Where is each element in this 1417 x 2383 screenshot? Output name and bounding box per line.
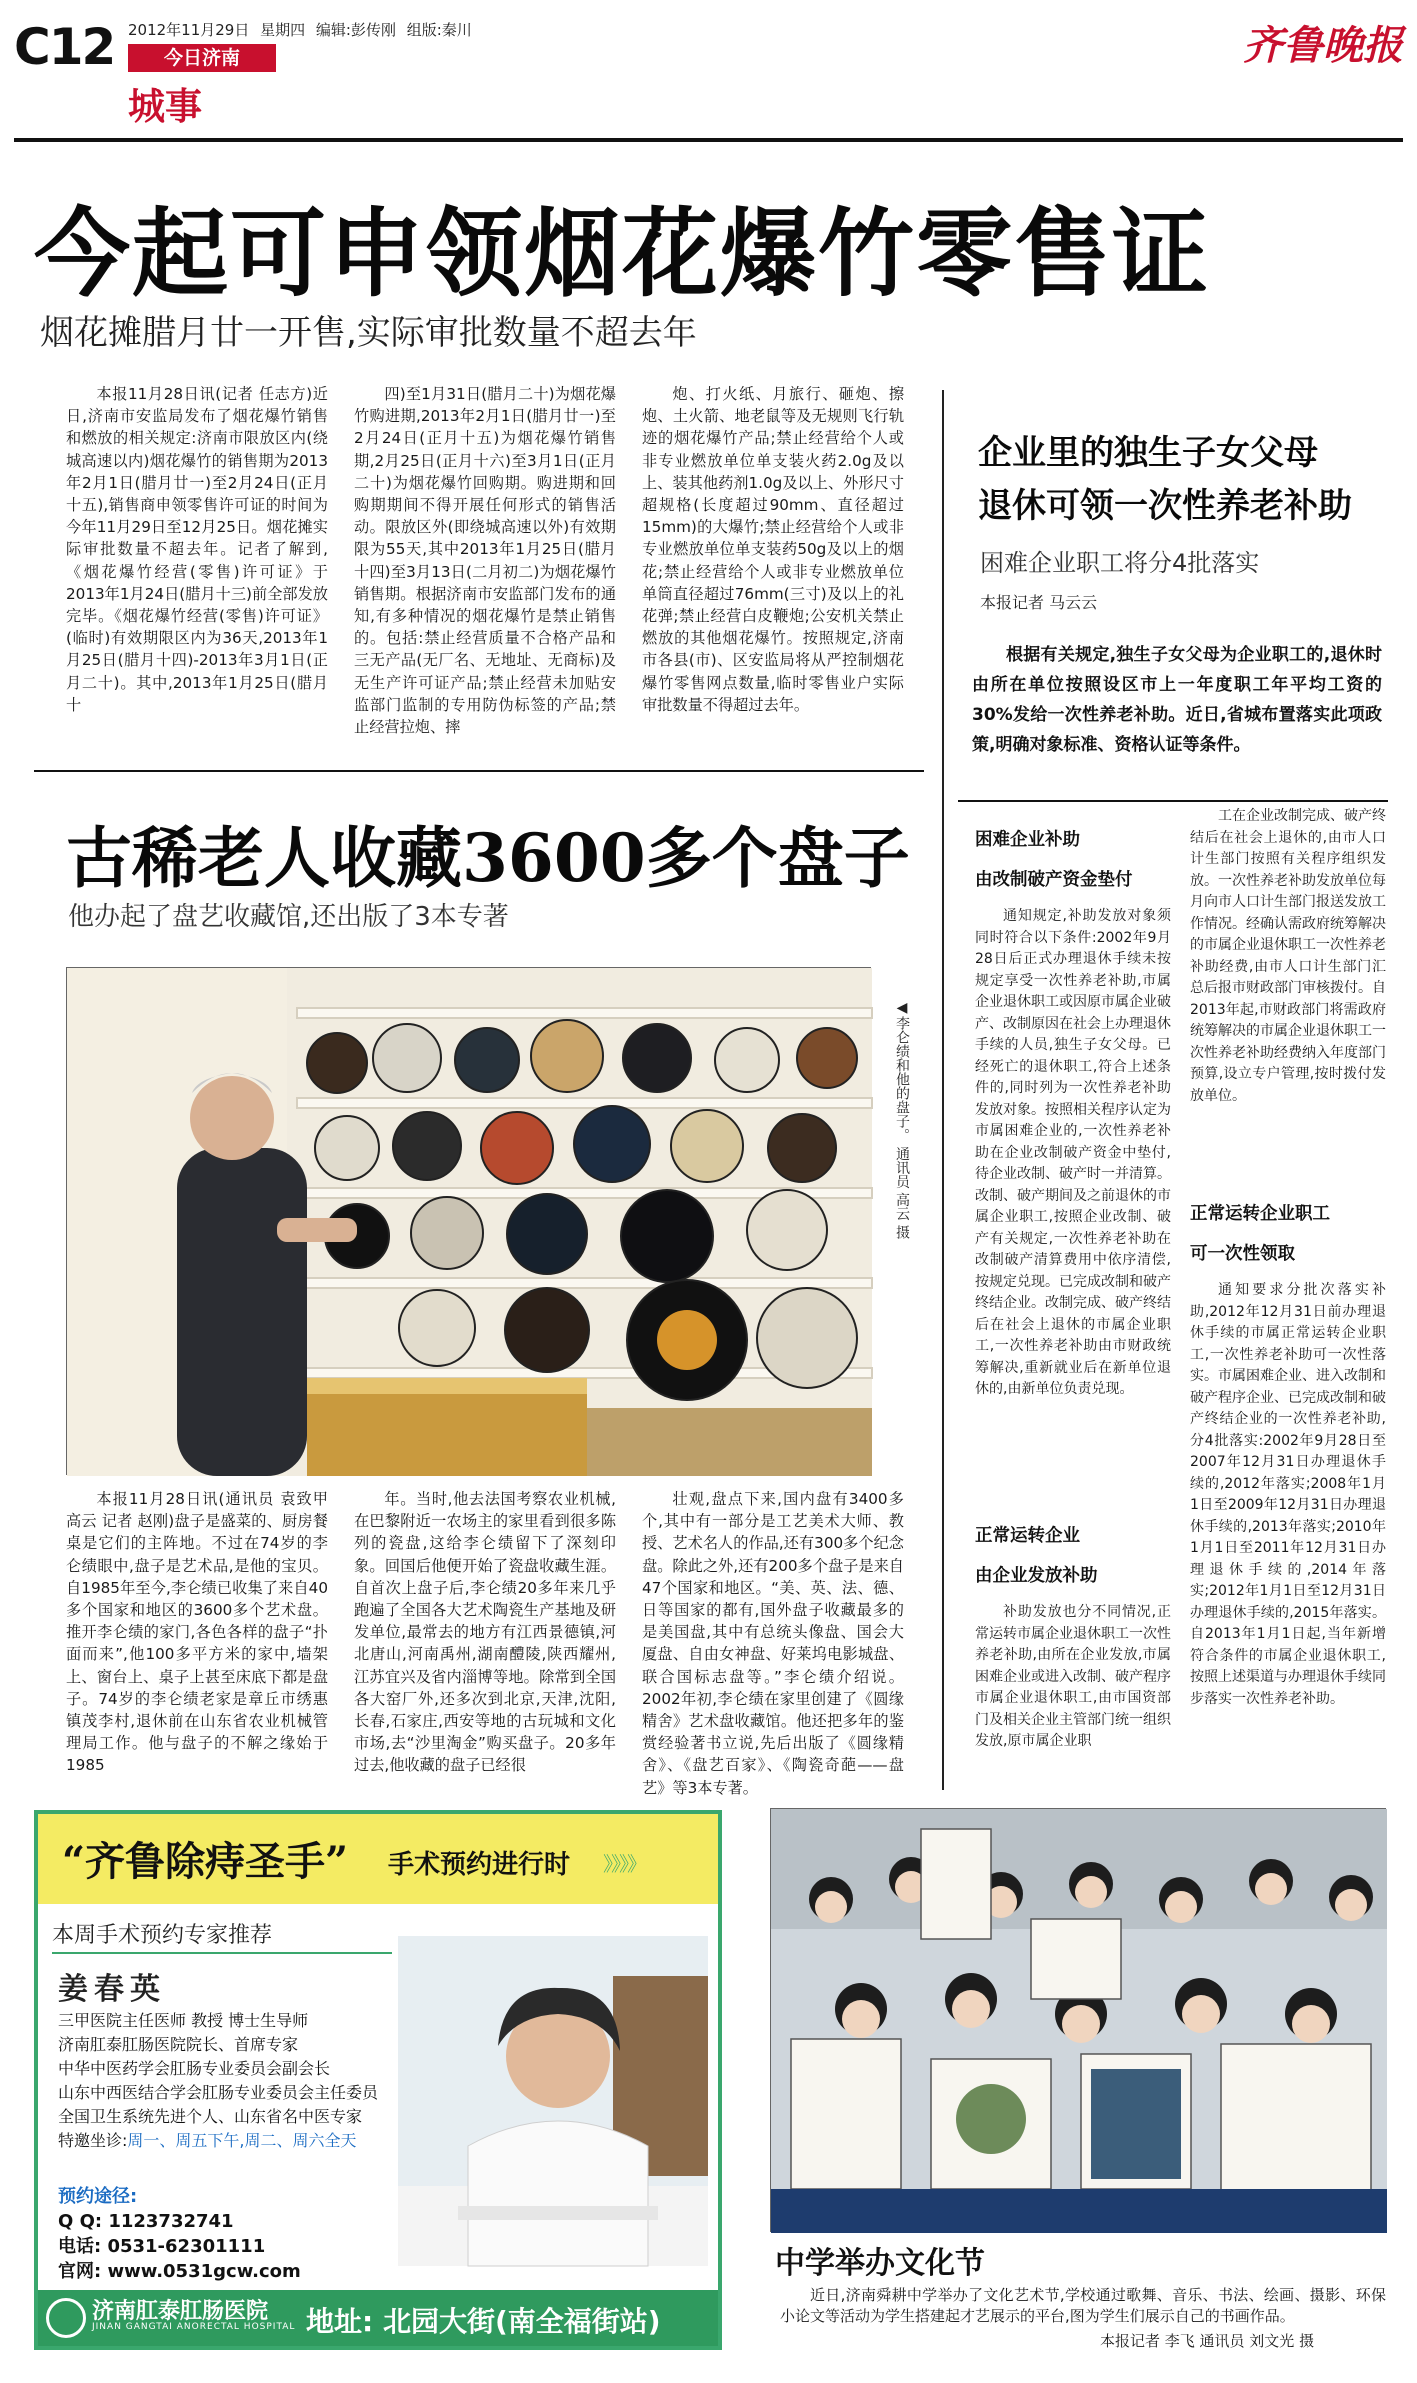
right-article-rule (958, 800, 1388, 802)
right-col2b-text: 通知要求分批次落实补助,2012年12月31日前办理退休手续的市属正常运转企业职工,一次性养老补助可一次性落实。市属困难企业、进入改制和破产程序企业、已完成改制和破产终结企业的一次性养老补助,分4批落实:2002年9月28日至2007年12月31日办理退休手续的,2012年落实;2008年1月1日至2009年12月31日办理退休手续的,2013年落实;2010年1月1日至2011年12月31日办理退休手续的,2014年落实;2012年1月1日至12月31日办理退休手续的,2015年落实。自2013年1月1日起,当年新增符合条件的市属企业退休职工,按照上述渠道与办理退休手续同步落实一次性养老补助。 (1190, 1282, 1386, 1707)
doctor-credentials (58, 2009, 378, 2153)
header-rule (14, 138, 1403, 142)
plate-collector-photo (66, 967, 871, 1475)
credential-line: 济南肛泰肛肠医院院长、首席专家 (58, 2035, 299, 2054)
hospital-advertisement[interactable] (34, 1810, 722, 2350)
chevron-arrows-icon: 》》》》 (603, 1852, 645, 1876)
section-name: 城事 (128, 84, 202, 128)
photo2-caption: 近日,济南舜耕中学举办了文化艺术节,学校通过歌舞、音乐、书法、绘画、摄影、环保小论文等活动为学生搭建起才艺展示的平台,图为学生们展示自己的书画作品。 (780, 2286, 1386, 2325)
photo-caption: ◀李仑绩和他的盘子。 通讯员 高云 摄 (894, 1000, 910, 1240)
subhead-3a: 正常运转企业职工 (1190, 1204, 1330, 1224)
credential-line: 山东中西医结合学会肛肠专业委员会主任委员 (58, 2083, 379, 2102)
hospital-name-english: JINAN GANGTAI ANORECTAL HOSPITAL (92, 2322, 296, 2332)
right-col2-text: 工在企业改制完成、破产终结后在社会上退休的,由市人口计生部门按照有关程序组织发放。一次性养老补助发放单位每月向市人口计生部门报送发放工作情况。经确认需政府统筹解决的市属企业退休职工一次性养老补助经费,由市人口计生部门汇总后报市财政部门审核拨付。自2013年起,市财政部门将需政府统筹解决的市属企业退休职工一次性养老补助经费纳入年度部门预算,设立专户管理,按时拨付发放单位。 (1190, 808, 1386, 1104)
right-article-byline: 本报记者 马云云 (980, 593, 1098, 612)
special-hours-label: 特邀坐诊: (58, 2131, 128, 2150)
main-headline: 今起可申领烟花爆竹零售证 (34, 197, 1210, 310)
section-tag: 今日济南 (128, 44, 276, 72)
right-article-column-1b (975, 1602, 1171, 1792)
students-illustration (771, 1809, 1387, 2233)
right-article-title-line2: 退休可领一次性养老补助 (978, 486, 1352, 526)
students-photo (770, 1808, 1386, 2232)
subhead-3b: 可一次性领取 (1190, 1244, 1295, 1264)
right-article-title-line1: 企业里的独生子女父母 (978, 433, 1318, 473)
photo2-credit: 本报记者 李飞 通讯员 刘文光 摄 (1100, 2332, 1315, 2350)
doctor-name: 姜春英 (58, 1972, 166, 2007)
ad-section-title: 本周手术预约专家推荐 (52, 1923, 273, 1948)
article1-col1-text: 本报11月28日讯(记者 任志方)近日,济南市安监局发布了烟花爆竹销售和燃放的相关规定:济南市限放区内(绕城高速以内)烟花爆竹的销售期为2013年2月1日(腊月廿一)至2月24日(正月十五),销售商申领零售许可证的时间为今年11月29日至12月25日。烟花摊实际审批数量不超去年。记者了解到,《烟花爆竹经营(零售)许可证》于2013年1月24日(腊月十三)前全部发放完毕。《烟花爆竹经营(零售)许可证》(临时)有效期限区内为36天,2013年1月25日(腊月十四)-2013年3月1日(正月二十)。其中,2013年1月25日(腊月十 (66, 385, 328, 714)
credential-line: 全国卫生系统先进个人、山东省名中医专家 (58, 2107, 363, 2126)
ad-slogan: “齐鲁除痔圣手” (62, 1838, 349, 1885)
ad-slogan-secondary: 手术预约进行时 (388, 1850, 571, 1880)
right-article-lead (972, 640, 1382, 760)
article2-col2-text: 年。当时,他去法国考察农业机械,在巴黎附近一农场主的家里看到很多陈列的瓷盘,这给李仑绩留下了深刻印象。回国后他便开始了瓷盘收藏生涯。自首次上盘子后,李仑绩20多年来几乎跑遍了全国各大艺术陶瓷生产基地及研发单位,最常去的地方有江西景德镇,河北唐山,河南禹州,湖南醴陵,陕西耀州,江苏宜兴及省内淄博等地。除常到全国各大窑厂外,还多次到北京,天津,沈阳,长春,石家庄,西安等地的古玩城和文化市场,去“沙里淘金”购买盘子。20多年过去,他收藏的盘子已经很 (354, 1490, 616, 1775)
subhead-2b: 由企业发放补助 (975, 1566, 1098, 1586)
phone-contact[interactable]: 电话: 0531-62301111 (58, 2236, 266, 2257)
right-col1-text: 通知规定,补助发放对象须同时符合以下条件:2002年9月28日后正式办理退休手续未按规定享受一次性养老补助,市属企业退休职工或因原市属企业破产、改制原因在社会上办理退休手续的人员,独生子女父母。已经死亡的退休职工,符合上述条件的,同时列为一次性养老补助发放对象。按照相关程序认定为市属困难企业的,一次性养老补助在企业改制破产资金中垫付,待企业改制、破产时一并清算。改制、破产期间及之前退休的市属企业职工,按照企业改制、破产有关规定,一次性养老补助在改制破产清算费用中依序清偿,按规定兑现。已完成改制和破产终结企业。改制完成、破产终结后在社会上退休的市属企业职工,一次性养老补助由市财政统筹解决,重新就业后在新单位退休的,由新单位负责兑现。 (975, 908, 1171, 1397)
hospital-logo-icon (46, 2298, 86, 2338)
column-divider (942, 390, 944, 1790)
doctor-illustration (398, 1936, 708, 2266)
booking-label: 预约途径: (58, 2186, 138, 2207)
right-article-subtitle: 困难企业职工将分4批落实 (980, 549, 1260, 577)
right-article-column-2 (1190, 806, 1386, 1181)
newspaper-logo: 齐鲁晚报 (1243, 22, 1403, 69)
main-subheadline: 烟花摊腊月廿一开售,实际审批数量不超去年 (40, 313, 697, 353)
article1-col3-text: 炮、打火纸、月旅行、砸炮、擦炮、土火箭、地老鼠等及无规则飞行轨迹的烟花爆竹产品;禁止经营给个人或非专业燃放单位单支装火药2.0g及以上、装其他药剂1.0g及以上、外形尺寸超规格(长度超过90mm、直径超过15mm)的大爆竹;禁止经营给个人或非专业燃放单位单支装药50g及以上的烟花;禁止经营给个人或非专业燃放单位单筒直径超过76mm(三寸)及以上的礼花弹;禁止经营白皮鞭炮;公安机关禁止燃放的其他烟花爆竹。按照规定,济南市各县(市)、区安监局将从严控制烟花爆竹零售网点数量,临时零售业户实际审批数量不得超过去年。 (642, 385, 904, 714)
article1-col2-text: 四)至1月31日(腊月二十)为烟花爆竹购进期,2013年2月1日(腊月廿一)至2月24日(正月十五)为烟花爆竹销售期,2月25日(正月十六)至3月1日(正月二十)为烟花爆竹回购期。购进期和回购期期间不得开展任何形式的销售活动。限放区外(即绕城高速以外)有效期限为55天,其中2013年1月25日(腊月十四)至3月13日(二月初二)为烟花爆竹销售期。根据济南市安监部门发布的通知,有多种情况的烟花爆竹是禁止销售的。包括:禁止经营质量不合格产品和三无产品(无厂名、无地址、无商标)及无生产许可证产品;禁止经营未加贴安监部门监制的专用防伪标签的产品;禁止经营拉炮、摔 (354, 385, 616, 737)
right-article-column-2b (1190, 1280, 1386, 1792)
article2-col1-text: 本报11月28日讯(通讯员 袁致甲 高云 记者 赵刚)盘子是盛菜的、厨房餐桌是它们的主阵地。不过在74岁的李仑绩眼中,盘子是艺术品,是他的宝贝。自1985年至今,李仑绩已收集了来自40多个国家和地区的3600多个艺术盘。推开李仑绩的家门,各色各样的盘子“扑面而来”,他100多平方米的家中,墙架上、窗台上、桌子上甚至床底下都是盘子。74岁的李仑绩老家是章丘市绣惠镇茂李村,退休前在山东省农业机械管理局工作。他与盘子的不解之缘始于1985 (66, 1490, 328, 1775)
hospital-address: 地址: 北园大街(南全福街站) (306, 2305, 661, 2338)
subhead-2a: 正常运转企业 (975, 1526, 1080, 1546)
credential-line: 三甲医院主任医师 教授 博士生导师 (58, 2011, 309, 2030)
article2-column-2 (354, 1488, 616, 1778)
website-link[interactable]: 官网: www.0531gcw.com (58, 2261, 301, 2282)
article2-column-1 (66, 1488, 328, 1778)
right-col1b-text: 补助发放也分不同情况,正常运转市属企业退休职工一次性养老补助,由所在企业发放,市属困难企业或进入改制、破产程序市属企业退休职工,由市国资部门及相关企业主管部门统一组织发放,原市属企业职 (975, 1604, 1171, 1749)
article1-column-1 (66, 383, 328, 743)
dateline: 2012年11月29日 星期四 编辑:彭传刚 组版:秦川 (128, 21, 472, 39)
article2-subheadline: 他办起了盘艺收藏馆,还出版了3本专著 (68, 902, 509, 932)
special-hours-value: 周一、周五下午,周二、周六全天 (127, 2131, 357, 2150)
article2-headline: 古稀老人收藏3600多个盘子 (66, 819, 910, 897)
qq-contact[interactable]: Q Q: 1123732741 (58, 2211, 234, 2232)
photo2-title: 中学举办文化节 (775, 2246, 985, 2281)
article2-col3-text: 壮观,盘点下来,国内盘有3400多个,其中有一部分是工艺美术大师、教授、艺术名人的作品,还有300多个纪念盘。除此之外,还有200多个盘子是来自47个国家和地区。“美、英、法、德、日等国家的都有,国外盘子收藏最多的是美国盘,其中有总统头像盘、国会大厦盘、自由女神盘、好莱坞电影城盘、联合国标志盘等。”李仑绩介绍说。2002年初,李仑绩在家里创建了《圆缘精舍》艺术盘收藏馆。他还把多年的鉴赏经验著书立说,先后出版了《圆缘精舍》、《盘艺百家》、《陶瓷奇葩——盘艺》等3本专著。 (642, 1490, 904, 1797)
doctor-photo (398, 1936, 708, 2266)
plate-collection-illustration (67, 968, 872, 1476)
page-number: C12 (14, 18, 115, 76)
article-separator (34, 770, 924, 772)
hospital-name: 济南肛泰肛肠医院 (92, 2298, 269, 2324)
article2-column-3 (642, 1488, 904, 1797)
right-article-lead-text: 根据有关规定,独生子女父母为企业职工的,退休时由所在单位按照设区市上一年度职工年平均工资的30%发给一次性养老补助。近日,省城布置落实此项政策,明确对象标准、资格认证等条件。 (972, 645, 1382, 755)
subhead-1b: 由改制破产资金垫付 (975, 870, 1133, 890)
right-article-column-1 (975, 906, 1171, 1506)
contact-list (58, 2209, 301, 2284)
subhead-1a: 困难企业补助 (975, 830, 1080, 850)
article1-column-3 (642, 383, 904, 743)
ad-footer (38, 2290, 718, 2346)
credential-line: 中华中医药学会肛肠专业委员会副会长 (58, 2059, 331, 2078)
special-hours (58, 2129, 378, 2153)
ad-divider (52, 1952, 392, 1954)
article1-column-2 (354, 383, 616, 743)
